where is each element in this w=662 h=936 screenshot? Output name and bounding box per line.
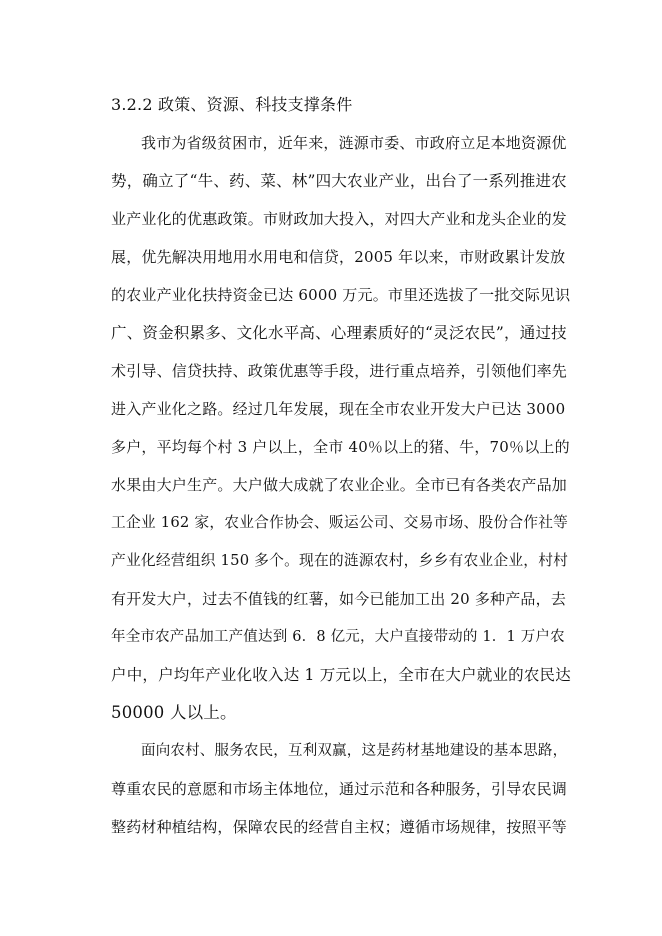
paragraph-line: 广、资金积累多、文化水平高、心理素质好的“灵泛农民”，通过技	[111, 324, 567, 342]
paragraph-line: 展，优先解决用地用水用电和信贷，2005 年以来，市财政累计发放	[111, 248, 566, 266]
paragraph-line: 有开发大户，过去不值钱的红薯，如今已能加工出 20 多种产品，去	[111, 590, 567, 608]
paragraph-line: 的农业产业化扶持资金已达 6000 万元。市里还选拔了一批交际见识	[111, 286, 571, 304]
paragraph-line: 进入产业化之路。经过几年发展，现在全市农业开发大户已达 3000	[111, 400, 566, 418]
paragraph-line: 术引导、信贷扶持、政策优惠等手段，进行重点培养，引领他们率先	[111, 362, 568, 380]
paragraph-line: 我市为省级贫困市，近年来，涟源市委、市政府立足本地资源优	[141, 134, 567, 152]
paragraph-line: 尊重农民的意愿和市场主体地位，通过示范和各种服务，引导农民调	[111, 780, 568, 798]
paragraph-line: 整药材种植结构，保障农民的经营自主权；遵循市场规律，按照平等	[111, 818, 568, 836]
paragraph-line: 产业化经营组织 150 多个。现在的涟源农村，乡乡有农业企业，村村	[111, 552, 569, 569]
paragraph-line: 年全市农产品加工产值达到 6．8 亿元，大户直接带动的 1．1 万户农	[111, 629, 565, 645]
section-heading: 3.2.2 政策、资源、科技支撑条件	[111, 95, 353, 114]
paragraph-line: 户中，户均年产业化收入达 1 万元以上，全市在大户就业的农民达	[111, 666, 571, 684]
paragraph-line: 水果由大户生产。大户做大成就了农业企业。全市已有各类农产品加	[111, 476, 568, 494]
paragraph-line: 势，确立了“牛、药、菜、林”四大农业产业，出台了一系列推进农	[111, 172, 567, 190]
paragraph-line: 多户，平均每个村 3 户以上，全市 40％以上的猪、牛，70％以上的	[111, 438, 570, 456]
paragraph-line: 工企业 162 家，农业合作协会、贩运公司、交易市场、股份合作社等	[111, 514, 569, 531]
paragraph-line: 50000 人以上。	[111, 703, 237, 722]
paragraph-line: 业产业化的优惠政策。市财政加大投入，对四大产业和龙头企业的发	[111, 210, 568, 228]
paragraph-line: 面向农村、服务农民，互利双赢，这是药材基地建设的基本思路，	[141, 743, 568, 759]
